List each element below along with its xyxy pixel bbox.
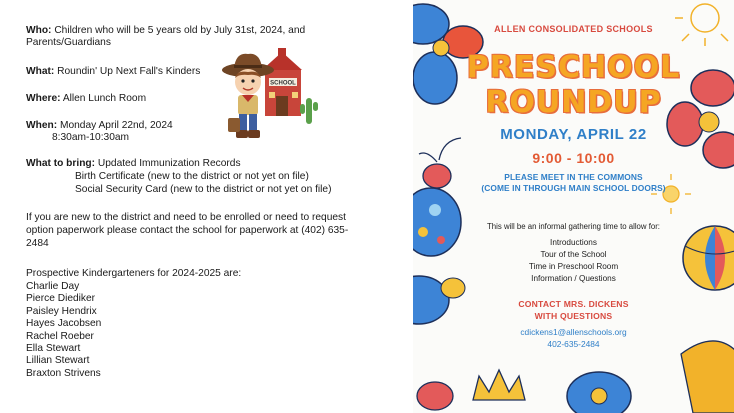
agenda-item: Tour of the School xyxy=(540,250,607,259)
when-text: Monday April 22nd, 2024 xyxy=(59,120,173,131)
sun-icon xyxy=(675,0,728,46)
list-item: Lillian Stewart xyxy=(26,355,90,367)
crown-icon xyxy=(473,370,525,400)
list-item: Pierce Diediker xyxy=(26,293,96,305)
contact-phone: 402-635-2484 xyxy=(547,339,600,349)
bring-item-1: Updated Immunization Records xyxy=(97,158,241,169)
new-district-line-3: 2484 xyxy=(26,238,49,249)
agenda-item: Information / Questions xyxy=(531,274,616,283)
when-line xyxy=(26,120,173,132)
who-text-cont: Parents/Guardians xyxy=(26,37,111,48)
list-item: Ella Stewart xyxy=(26,342,81,354)
when-label: When: xyxy=(26,120,58,131)
contact-heading: CONTACT MRS. DICKENS xyxy=(518,299,629,309)
contact-email: cdickens1@allenschools.org xyxy=(520,327,627,337)
list-item: Charlie Day xyxy=(26,281,80,292)
where-line xyxy=(26,93,146,105)
agenda-item: Introductions xyxy=(550,238,597,247)
where-text: Allen Lunch Room xyxy=(62,93,147,104)
flyer-title-line-2: ROUNDUP xyxy=(485,85,662,120)
agenda-item: Time in Preschool Room xyxy=(528,262,619,271)
preschool-roundup-flyer xyxy=(413,0,734,413)
who-label: Who: xyxy=(26,25,52,36)
new-district-line-2: option paperwork please contact the school for paperwork at (402) 635- xyxy=(26,225,349,236)
meeting-location-note: (COME IN THROUGH MAIN SCHOOL DOORS) xyxy=(481,183,666,193)
schoolhouse-icon xyxy=(262,48,302,116)
list-item: Braxton Strivens xyxy=(26,367,101,379)
school-sign-text: SCHOOL xyxy=(270,80,296,87)
list-item: Paisley Hendrix xyxy=(26,305,97,317)
list-item: Rachel Roeber xyxy=(26,330,94,342)
school-name: ALLEN CONSOLIDATED SCHOOLS xyxy=(494,24,653,34)
what-text: Roundin' Up Next Fall's Kinders xyxy=(57,66,201,77)
cactus-icon xyxy=(300,98,318,124)
informal-gathering-text: This will be an informal gathering time to allow for: xyxy=(487,222,660,231)
bring-label: What to bring: xyxy=(26,158,96,169)
bring-item-2: Birth Certificate (new to the district or not yet on file) xyxy=(75,171,309,182)
where-label: Where: xyxy=(26,93,61,104)
flyer-title-line-1: PRESCHOOL xyxy=(466,50,681,85)
new-district-line-1: If you are new to the district and need to be enrolled or need to request xyxy=(26,212,346,223)
what-label: What: xyxy=(26,66,55,77)
list-item: Hayes Jacobsen xyxy=(26,318,102,330)
what-line xyxy=(26,66,200,78)
bring-item-3: Social Security Card (new to the district or not yet on file) xyxy=(75,184,332,195)
who-text: Children who will be 5 years old by July 31st, 2024, and xyxy=(54,25,306,36)
kinder-names-list xyxy=(26,281,101,380)
who-line xyxy=(26,25,305,37)
contact-subheading: WITH QUESTIONS xyxy=(534,311,613,321)
event-time: 9:00 - 10:00 xyxy=(532,150,615,166)
when-time: 8:30am-10:30am xyxy=(52,132,130,143)
prospective-heading: Prospective Kindergarteners for 2024-2025 are: xyxy=(26,268,242,279)
bring-line xyxy=(26,158,241,170)
flower-icon xyxy=(567,372,631,413)
event-date: MONDAY, APRIL 22 xyxy=(500,126,647,143)
cowboy-schoolhouse-illustration xyxy=(220,48,330,142)
meeting-location: PLEASE MEET IN THE COMMONS xyxy=(504,172,643,182)
